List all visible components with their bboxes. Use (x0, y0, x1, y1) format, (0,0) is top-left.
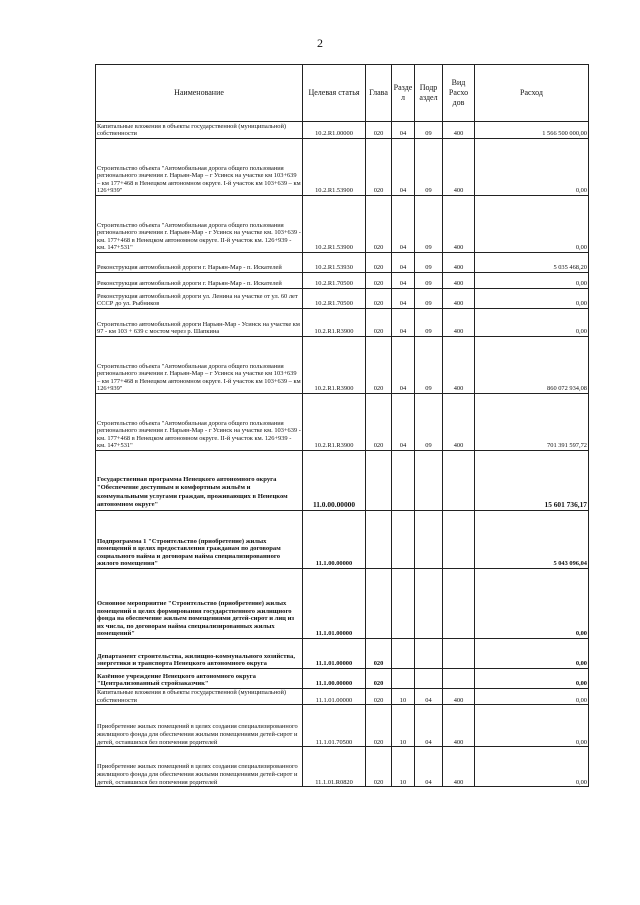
row-chapter-cell: 020 (366, 253, 392, 273)
row-subsection-cell: 09 (415, 394, 443, 451)
row-amount-cell: 0,00 (475, 569, 589, 639)
row-expense-type-cell: 400 (443, 337, 475, 394)
table-row (96, 451, 589, 511)
row-chapter-cell: 020 (366, 196, 392, 253)
row-expense-type-cell: 400 (443, 705, 475, 747)
row-subsection-cell: 09 (415, 309, 443, 337)
row-target-article-cell: 10.2.R1.70500 (303, 273, 366, 289)
row-chapter-cell: 020 (366, 309, 392, 337)
row-expense-type-cell: 400 (443, 747, 475, 787)
row-target-article-cell: 11.1.01.00000 (303, 689, 366, 705)
budget-table (95, 64, 589, 787)
row-name-cell: Департамент строительства, жилищно-коммунального хозяйства, энергетики и транспорта Ненецкого автономного округа (96, 639, 303, 669)
row-target-article-cell: 11.1.00.00000 (303, 669, 366, 689)
row-subsection-cell: 04 (415, 689, 443, 705)
row-expense-type-cell (443, 639, 475, 669)
row-amount-cell: 15 601 736,17 (475, 451, 589, 511)
row-name-cell: Капитальные вложения в объекты государственной (муниципальной) собственности (96, 122, 303, 139)
row-expense-type-cell (443, 511, 475, 569)
row-amount-cell: 0,00 (475, 273, 589, 289)
row-name-cell: Строительство объекта "Автомобильная дорога общего пользования регионального значения г. Нарьян-Мар - г Усинск на участке км. 103+639 - км. 177+468 в Ненецком автономном округе. II-й участок км. 126+939 - км. 147+531" (96, 394, 303, 451)
row-target-article-cell: 10.2.R1.00000 (303, 122, 366, 139)
row-name-cell: Приобретение жилых помещений в целях создания специализированного жилищного фонда для обеспечения жилыми помещениями детей-сирот и детей, оставшихся без попечения родителей (96, 705, 303, 747)
row-subsection-cell: 09 (415, 253, 443, 273)
table-row (96, 253, 589, 273)
row-expense-type-cell: 400 (443, 196, 475, 253)
row-section-cell (392, 669, 415, 689)
row-target-article-cell: 10.2.R1.R3900 (303, 309, 366, 337)
row-section-cell: 04 (392, 309, 415, 337)
row-target-article-cell: 11.1.01.00000 (303, 569, 366, 639)
row-target-article-cell: 11.1.01.70500 (303, 705, 366, 747)
header-chapter: Глава (366, 65, 392, 122)
row-amount-cell: 0,00 (475, 309, 589, 337)
row-subsection-cell: 09 (415, 139, 443, 196)
row-subsection-cell: 09 (415, 196, 443, 253)
row-amount-cell: 5 035 468,20 (475, 253, 589, 273)
table-row (96, 747, 589, 787)
row-target-article-cell: 10.2.R1.R3900 (303, 337, 366, 394)
header-name: Наименование (96, 65, 303, 122)
header-expense-type: Вид Расхо дов (443, 65, 475, 122)
table-row (96, 139, 589, 196)
row-chapter-cell: 020 (366, 139, 392, 196)
row-amount-cell: 0,00 (475, 747, 589, 787)
row-name-cell: Реконструкция автомобильной дороги г. Нарьян-Мар - п. Искателей (96, 253, 303, 273)
table-row (96, 289, 589, 309)
table-row (96, 309, 589, 337)
row-amount-cell: 0,00 (475, 689, 589, 705)
row-amount-cell: 5 043 096,04 (475, 511, 589, 569)
row-amount-cell: 0,00 (475, 139, 589, 196)
table-row (96, 569, 589, 639)
row-chapter-cell: 020 (366, 273, 392, 289)
row-expense-type-cell: 400 (443, 253, 475, 273)
row-expense-type-cell (443, 669, 475, 689)
row-name-cell: Подпрограмма 1 "Строительство (приобретение) жилых помещений в целях предоставления гражданам по договорам социального найма и договорам найма специализированного жилого помещения" (96, 511, 303, 569)
row-amount-cell: 0,00 (475, 705, 589, 747)
row-amount-cell: 0,00 (475, 196, 589, 253)
row-target-article-cell: 11.0.00.00000 (303, 451, 366, 511)
row-expense-type-cell: 400 (443, 309, 475, 337)
table-row (96, 689, 589, 705)
row-chapter-cell (366, 451, 392, 511)
row-subsection-cell: 09 (415, 337, 443, 394)
row-subsection-cell (415, 569, 443, 639)
row-name-cell: Строительство объекта "Автомобильная дорога общего пользования регионального значения г. Нарьян-Мар - г Усинск на участке км. 103+639 - км. 177+468 в Ненецком автономном округе. II-й участок км. 126+939 - км. 147+531" (96, 196, 303, 253)
row-section-cell (392, 511, 415, 569)
row-expense-type-cell: 400 (443, 139, 475, 196)
row-target-article-cell: 10.2.R1.70500 (303, 289, 366, 309)
row-chapter-cell: 020 (366, 669, 392, 689)
row-subsection-cell (415, 639, 443, 669)
row-amount-cell: 701 391 597,72 (475, 394, 589, 451)
row-amount-cell: 0,00 (475, 289, 589, 309)
row-chapter-cell (366, 569, 392, 639)
row-chapter-cell: 020 (366, 394, 392, 451)
row-name-cell: Строительство объекта "Автомобильная дорога общего пользования регионального значения г. Нарьян-Мар – г Усинск на участке км 103+639 – км 177+468 в Ненецком автономном округе. I-й участок км 103+639 – км 126+939" (96, 139, 303, 196)
row-target-article-cell: 11.1.00.00000 (303, 511, 366, 569)
row-subsection-cell (415, 451, 443, 511)
row-chapter-cell: 020 (366, 122, 392, 139)
row-expense-type-cell: 400 (443, 273, 475, 289)
row-section-cell (392, 451, 415, 511)
row-expense-type-cell (443, 569, 475, 639)
row-section-cell: 10 (392, 689, 415, 705)
table-header-row (96, 65, 589, 122)
row-subsection-cell (415, 669, 443, 689)
row-expense-type-cell: 400 (443, 122, 475, 139)
row-expense-type-cell: 400 (443, 289, 475, 309)
table-row (96, 639, 589, 669)
table-row (96, 196, 589, 253)
row-target-article-cell: 10.2.R1.R3900 (303, 394, 366, 451)
row-section-cell: 04 (392, 394, 415, 451)
row-name-cell: Казённое учреждение Ненецкого автономного округа "Централизованный стройзаказчик" (96, 669, 303, 689)
row-subsection-cell: 04 (415, 705, 443, 747)
row-amount-cell: 0,00 (475, 669, 589, 689)
row-section-cell: 10 (392, 747, 415, 787)
row-expense-type-cell: 400 (443, 689, 475, 705)
row-chapter-cell: 020 (366, 747, 392, 787)
row-subsection-cell: 09 (415, 122, 443, 139)
row-name-cell: Строительство объекта "Автомобильная дорога общего пользования регионального значения г. Нарьян-Мар – г Усинск на участке км 103+639 – км 177+468 в Ненецком автономном округе. I-й участок км 103+639 – км 126+939" (96, 337, 303, 394)
row-section-cell: 04 (392, 196, 415, 253)
row-expense-type-cell (443, 451, 475, 511)
table-row (96, 511, 589, 569)
table-row (96, 394, 589, 451)
row-section-cell: 04 (392, 139, 415, 196)
row-target-article-cell: 11.1.01.00000 (303, 639, 366, 669)
page-number: 2 (317, 36, 323, 50)
row-subsection-cell (415, 511, 443, 569)
row-section-cell: 04 (392, 337, 415, 394)
row-name-cell: Строительство автомобильной дороги Нарьян-Мар - Усинск на участке км 97 - км 103 + 639 с мостом через р. Шапкина (96, 309, 303, 337)
row-subsection-cell: 04 (415, 747, 443, 787)
row-amount-cell: 860 072 934,08 (475, 337, 589, 394)
row-amount-cell: 0,00 (475, 639, 589, 669)
row-section-cell: 04 (392, 273, 415, 289)
row-name-cell: Государственная программа Ненецкого автономного округа "Обеспечение доступным и комфортным жильём и коммунальными услугами граждан, проживающих в Ненецком автономном округе" (96, 451, 303, 511)
row-chapter-cell: 020 (366, 289, 392, 309)
row-subsection-cell: 09 (415, 273, 443, 289)
row-name-cell: Реконструкция автомобильной дороги ул. Ленина на участке от ул. 60 лет СССР до ул. Рыбников (96, 289, 303, 309)
table-row (96, 669, 589, 689)
row-section-cell (392, 569, 415, 639)
row-chapter-cell (366, 511, 392, 569)
row-target-article-cell: 10.2.R1.53930 (303, 253, 366, 273)
row-target-article-cell: 10.2.R1.53900 (303, 196, 366, 253)
table-row (96, 337, 589, 394)
table-row (96, 122, 589, 139)
row-section-cell: 10 (392, 705, 415, 747)
row-name-cell: Основное мероприятие "Строительство (приобретение) жилых помещений в целях формирования государственного жилищного фонда на обеспечение жильем помещениями детей-сирот и лиц из их числа, по договорам найма специализированных жилых помещений" (96, 569, 303, 639)
row-target-article-cell: 10.2.R1.53900 (303, 139, 366, 196)
row-subsection-cell: 09 (415, 289, 443, 309)
row-name-cell: Реконструкция автомобильной дороги г. Нарьян-Мар - п. Искателей (96, 273, 303, 289)
row-name-cell: Капитальные вложения в объекты государственной (муниципальной) собственности (96, 689, 303, 705)
row-section-cell: 04 (392, 122, 415, 139)
row-expense-type-cell: 400 (443, 394, 475, 451)
header-target-article: Целевая статья (303, 65, 366, 122)
row-name-cell: Приобретение жилых помещений в целях создания специализированного жилищного фонда для обеспечения жилыми помещениями детей-сирот и детей, оставшихся без попечения родителей (96, 747, 303, 787)
header-section: Разде л (392, 65, 415, 122)
row-chapter-cell: 020 (366, 705, 392, 747)
row-section-cell: 04 (392, 289, 415, 309)
row-target-article-cell: 11.1.01.R0820 (303, 747, 366, 787)
table-body (96, 122, 589, 787)
table-row (96, 705, 589, 747)
row-chapter-cell: 020 (366, 689, 392, 705)
row-chapter-cell: 020 (366, 639, 392, 669)
header-amount: Расход (475, 65, 589, 122)
row-chapter-cell: 020 (366, 337, 392, 394)
table-row (96, 273, 589, 289)
row-amount-cell: 1 566 500 000,00 (475, 122, 589, 139)
row-section-cell: 04 (392, 253, 415, 273)
row-section-cell (392, 639, 415, 669)
header-subsection: Подр аздел (415, 65, 443, 122)
